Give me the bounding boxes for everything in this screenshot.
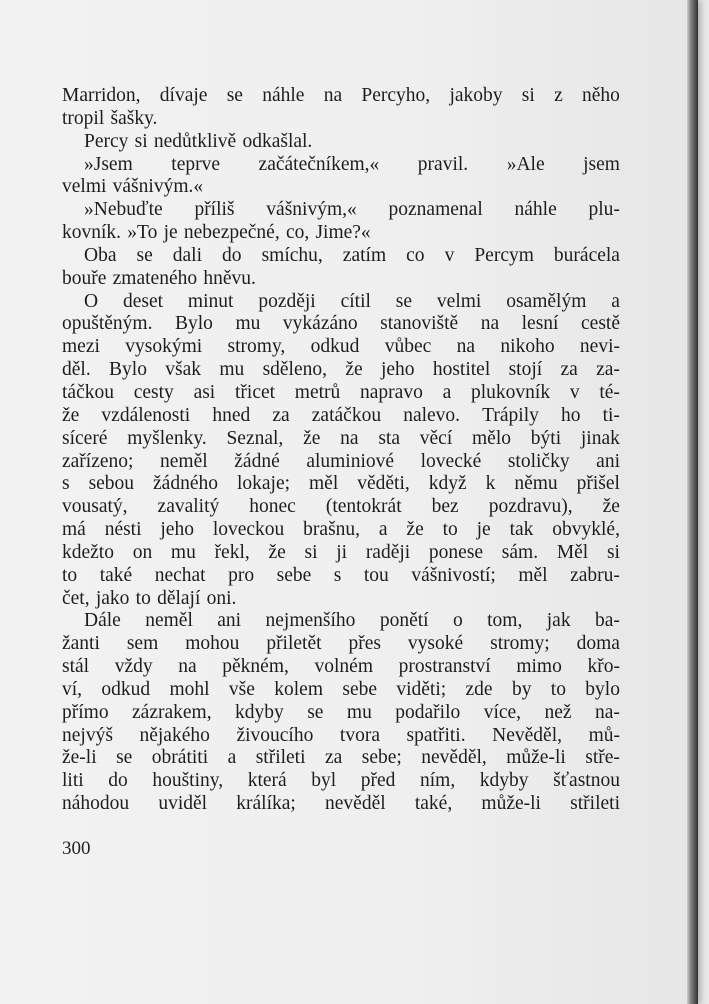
word: honec (249, 496, 296, 518)
word: vášnivým.« (112, 176, 204, 198)
word: více, (483, 701, 522, 723)
word: na (178, 656, 197, 678)
word: v (569, 381, 580, 403)
word: neměl (160, 450, 208, 472)
word: se (395, 290, 413, 312)
word: že (62, 404, 80, 426)
word: a (442, 381, 452, 403)
word: Dále (84, 610, 121, 632)
word: náhle (262, 85, 305, 106)
word: odkašlal. (242, 130, 313, 152)
text-line (62, 610, 620, 633)
word: myšlenky. (127, 427, 207, 449)
word: vysoké (407, 633, 464, 655)
word: neměl (145, 610, 193, 632)
word: něho (582, 85, 620, 106)
word: tou (363, 564, 389, 586)
word: Percyho, (361, 85, 431, 106)
text-line (62, 542, 620, 565)
word: Seznal, (226, 427, 284, 449)
word: hněvu. (203, 267, 256, 289)
word: obvyklé, (552, 519, 620, 541)
word: uviděl (158, 793, 208, 815)
word: pěkném, (222, 656, 289, 678)
word: té- (599, 381, 620, 403)
word: do (222, 244, 242, 266)
word: »Ale (506, 153, 545, 175)
word: Marridon, (62, 85, 141, 106)
word: prostranství (398, 656, 491, 678)
word: Jime?« (315, 222, 371, 244)
word: nějakého (139, 724, 210, 746)
word: za (324, 747, 343, 769)
word: zavalitý (157, 496, 220, 518)
word: Percym (474, 244, 534, 266)
word: síceré (62, 427, 108, 449)
word: křo- (587, 656, 620, 678)
word: vášnivým,« (266, 199, 357, 221)
word: na (323, 85, 343, 106)
word: mohl (169, 678, 210, 700)
word: také (99, 564, 133, 586)
word: Bylo (175, 313, 213, 335)
word: děl. (62, 359, 91, 381)
word: a (611, 290, 620, 312)
word: minut (187, 290, 234, 312)
word: jakoby (449, 85, 503, 106)
text-line (62, 473, 620, 496)
word: na (340, 427, 359, 449)
word: to (135, 587, 151, 609)
word: zmateného (112, 267, 198, 289)
word: nésti (104, 519, 142, 541)
word: mělo (472, 427, 512, 449)
word: než (544, 701, 572, 723)
word: že (303, 427, 321, 449)
word: vzdálenosti (101, 404, 191, 426)
word: se (116, 747, 133, 769)
word: jako (95, 587, 130, 609)
word: řekl, (214, 541, 250, 563)
word: na (480, 313, 500, 335)
word: si (521, 85, 535, 106)
text-line (62, 428, 620, 451)
word: teprve (171, 153, 221, 175)
word: zařízeno; (62, 450, 134, 472)
text-line (62, 245, 620, 268)
word: žádného (153, 473, 218, 495)
word: hned (212, 404, 251, 426)
word: osamělým (506, 290, 587, 312)
text-line (62, 565, 620, 588)
word: kovník. (62, 222, 122, 244)
word: mohou (185, 633, 240, 655)
word: vždy (114, 656, 153, 678)
word: přiletět (266, 633, 322, 655)
word: že (345, 359, 363, 381)
word: z (554, 85, 563, 106)
page-number: 300 (62, 838, 91, 859)
text-line (62, 199, 620, 222)
word: vousatý, (62, 496, 128, 518)
word: mu (219, 359, 245, 381)
word: vášnivostí; (411, 564, 496, 586)
word: také, (414, 793, 453, 815)
word: nedůtklivě (153, 130, 237, 152)
text-line (62, 588, 620, 611)
word: mu (346, 701, 372, 723)
word: má (62, 519, 86, 541)
word: vysokými (125, 336, 203, 358)
word: je (163, 222, 178, 244)
word: ani (596, 450, 620, 472)
text-line (62, 222, 620, 245)
word: opuštěným. (62, 313, 153, 335)
word: tropil (62, 107, 105, 129)
word: sta (378, 427, 400, 449)
word: zatím (342, 244, 387, 266)
word: tak (509, 519, 534, 541)
word: nejmenšího (265, 610, 356, 632)
word: když (428, 473, 467, 495)
word: to (442, 519, 458, 541)
word: že (406, 519, 424, 541)
word: kdežto (62, 541, 114, 563)
word: žádné (234, 450, 280, 472)
word: za (272, 404, 290, 426)
text-line (62, 85, 620, 108)
word: Bylo (109, 359, 147, 381)
word: náhle (514, 199, 557, 221)
word: kdyby (235, 701, 284, 723)
word: šašky. (110, 107, 158, 129)
text-line (62, 108, 620, 131)
word: králíka; (236, 793, 296, 815)
word: že (268, 541, 286, 563)
word: co, (285, 222, 310, 244)
text-line (62, 405, 620, 428)
word: si (606, 541, 620, 563)
word: nebezpečné, (183, 222, 280, 244)
text-line (62, 382, 620, 405)
word: bouře (62, 267, 107, 289)
text-line (62, 154, 620, 177)
text-line (62, 656, 620, 679)
word: nevěděl, (421, 747, 487, 769)
word: mimo (516, 656, 562, 678)
word: lokaje; (236, 473, 291, 495)
word: pro (228, 564, 255, 586)
word: táčkou (62, 381, 114, 403)
text-line (62, 633, 620, 656)
word: na- (594, 701, 620, 723)
word: se (226, 85, 243, 106)
word: jeho (380, 359, 415, 381)
word: s (62, 473, 70, 495)
word: ponětí (379, 610, 429, 632)
word: stromy, (227, 336, 286, 358)
word: byl (311, 770, 337, 792)
text-line (62, 747, 620, 770)
word: před (360, 770, 396, 792)
word: ví, (62, 678, 83, 700)
word: býti (530, 427, 562, 449)
word: liti (62, 770, 84, 792)
word: Nevěděl, (492, 724, 562, 746)
word: raději (365, 541, 411, 563)
word: ti- (602, 404, 620, 426)
word: ho (560, 404, 581, 426)
word: ani (217, 610, 242, 632)
word: cestě (581, 313, 620, 335)
word: cesty (133, 381, 174, 403)
word: houštiny, (152, 770, 224, 792)
word: spatřiti. (406, 724, 466, 746)
word: ji (336, 541, 348, 563)
word: odkud (310, 336, 360, 358)
word: nevi- (579, 336, 620, 358)
word: velmi (436, 290, 482, 312)
word: jeho (160, 519, 194, 541)
word: za- (596, 359, 620, 381)
word: která (247, 770, 287, 792)
word: nalevo. (403, 404, 461, 426)
word: zabru- (570, 564, 620, 586)
word: věděti, (357, 473, 410, 495)
word: na (456, 336, 476, 358)
word: čet, (62, 587, 90, 609)
word: přímo (62, 701, 109, 723)
text-line (62, 336, 620, 359)
word: měl (518, 564, 548, 586)
word: měl (309, 473, 339, 495)
word: Trápily (482, 404, 539, 426)
word: jsem (583, 153, 620, 175)
text-line (62, 359, 620, 382)
word: do (108, 770, 128, 792)
word: lovecké (420, 450, 482, 472)
word: tvora (339, 724, 380, 746)
word: třicet (234, 381, 276, 403)
word: sebe (342, 678, 378, 700)
word: může-li (506, 747, 566, 769)
word: pravil. (417, 153, 469, 175)
word: stře- (585, 747, 620, 769)
word: nevěděl (325, 793, 386, 815)
word: je (476, 519, 491, 541)
word: velmi (62, 176, 107, 198)
text-line (62, 702, 620, 725)
word: vše (228, 678, 255, 700)
text-line (62, 679, 620, 702)
word: deset (122, 290, 164, 312)
word: němu (514, 473, 558, 495)
word: kolem (274, 678, 324, 700)
word: O (84, 290, 99, 312)
word: sděleno, (262, 359, 328, 381)
word: že-li (62, 747, 97, 769)
word: volném (314, 656, 374, 678)
word: že (602, 496, 620, 518)
word: plukovník (471, 381, 551, 403)
word: dali (172, 244, 203, 266)
word: dělají (157, 587, 201, 609)
word: střileti (255, 747, 306, 769)
word: bez (431, 496, 459, 518)
text-line (62, 176, 620, 199)
word: on (132, 541, 153, 563)
word: Oba (84, 244, 117, 266)
body-text (62, 85, 620, 816)
word: se (307, 701, 324, 723)
word: obrátiti (151, 747, 209, 769)
word: jinak (580, 427, 620, 449)
word: v (444, 244, 455, 266)
text-line (62, 793, 620, 816)
word: cítil (340, 290, 371, 312)
word: kdyby (479, 770, 529, 792)
word: ponese (428, 541, 484, 563)
word: k (485, 473, 496, 495)
word: nejvýš (62, 724, 113, 746)
word: Měl (556, 541, 589, 563)
word: doma (576, 633, 620, 655)
word: vůbec (384, 336, 432, 358)
word: stál (62, 656, 90, 678)
text-line (62, 268, 620, 291)
word: přišel (576, 473, 620, 495)
word: sem (126, 633, 159, 655)
word: ba- (595, 610, 620, 632)
word: odkud (101, 678, 151, 700)
word: »Nebuďte (84, 199, 163, 221)
word: to (62, 564, 78, 586)
word: hostitel (432, 359, 491, 381)
word: příliš (194, 199, 235, 221)
word: sebe (276, 564, 312, 586)
word: mezi (62, 336, 100, 358)
word: sebou (88, 473, 135, 495)
text-line (62, 519, 620, 542)
word: burácela (553, 244, 620, 266)
word: sám. (501, 541, 539, 563)
word: oni. (206, 587, 237, 609)
text-line (62, 131, 620, 154)
word: si (304, 541, 318, 563)
word: se (136, 244, 153, 266)
word: poznamenal (388, 199, 483, 221)
page-edge-shadow (687, 0, 698, 1004)
word: o (452, 610, 463, 632)
word: co (406, 244, 425, 266)
word: asi (193, 381, 216, 403)
word: by (511, 678, 532, 700)
word: za (560, 359, 578, 381)
text-line (62, 291, 620, 314)
word: napravo (360, 381, 423, 403)
word: metrů (294, 381, 341, 403)
word: mu (235, 313, 261, 335)
word: náhodou (62, 793, 130, 815)
text-line (62, 770, 620, 793)
word: mu (170, 541, 196, 563)
text-line (62, 451, 620, 474)
text-line (62, 496, 620, 519)
word: nechat (154, 564, 206, 586)
word: »Jsem (84, 153, 133, 175)
word: pozdravu), (488, 496, 573, 518)
word: přes (348, 633, 381, 655)
word: a (378, 519, 388, 541)
word: zatáčkou (311, 404, 382, 426)
word: vykázáno (282, 313, 358, 335)
word: Percy (84, 130, 129, 152)
word: nikoho (500, 336, 555, 358)
word: jak (546, 610, 571, 632)
word: s (333, 564, 342, 586)
word: zde (465, 678, 493, 700)
text-line (62, 313, 620, 336)
word: plu- (588, 199, 620, 221)
word: to (550, 678, 566, 700)
word: si (134, 130, 148, 152)
word: však (165, 359, 202, 381)
word: aluminiové (306, 450, 395, 472)
text-line (62, 725, 620, 748)
word: žanti (62, 633, 100, 655)
word: mů- (588, 724, 620, 746)
word: podařilo (395, 701, 461, 723)
word: smíchu, (261, 244, 323, 266)
word: bylo (585, 678, 620, 700)
word: začátečníkem,« (258, 153, 380, 175)
word: střileti (570, 793, 620, 815)
word: brašnu, (303, 519, 361, 541)
word: zázrakem, (132, 701, 212, 723)
word: živoucího (236, 724, 314, 746)
word: sebe; (361, 747, 402, 769)
word: ním, (420, 770, 456, 792)
word: a (227, 747, 237, 769)
word: »To (127, 222, 158, 244)
word: stoličky (507, 450, 570, 472)
word: stanoviště (380, 313, 459, 335)
word: později (258, 290, 316, 312)
word: šťastnou (553, 770, 620, 792)
word: viděti; (396, 678, 447, 700)
word: (tentokrát (325, 496, 402, 518)
word: loveckou (212, 519, 285, 541)
word: stromy; (490, 633, 550, 655)
word: dívaje (159, 85, 208, 106)
word: věcí (419, 427, 453, 449)
word: lesní (521, 313, 559, 335)
word: tom, (487, 610, 523, 632)
word: stojí (508, 359, 543, 381)
word: může-li (481, 793, 541, 815)
